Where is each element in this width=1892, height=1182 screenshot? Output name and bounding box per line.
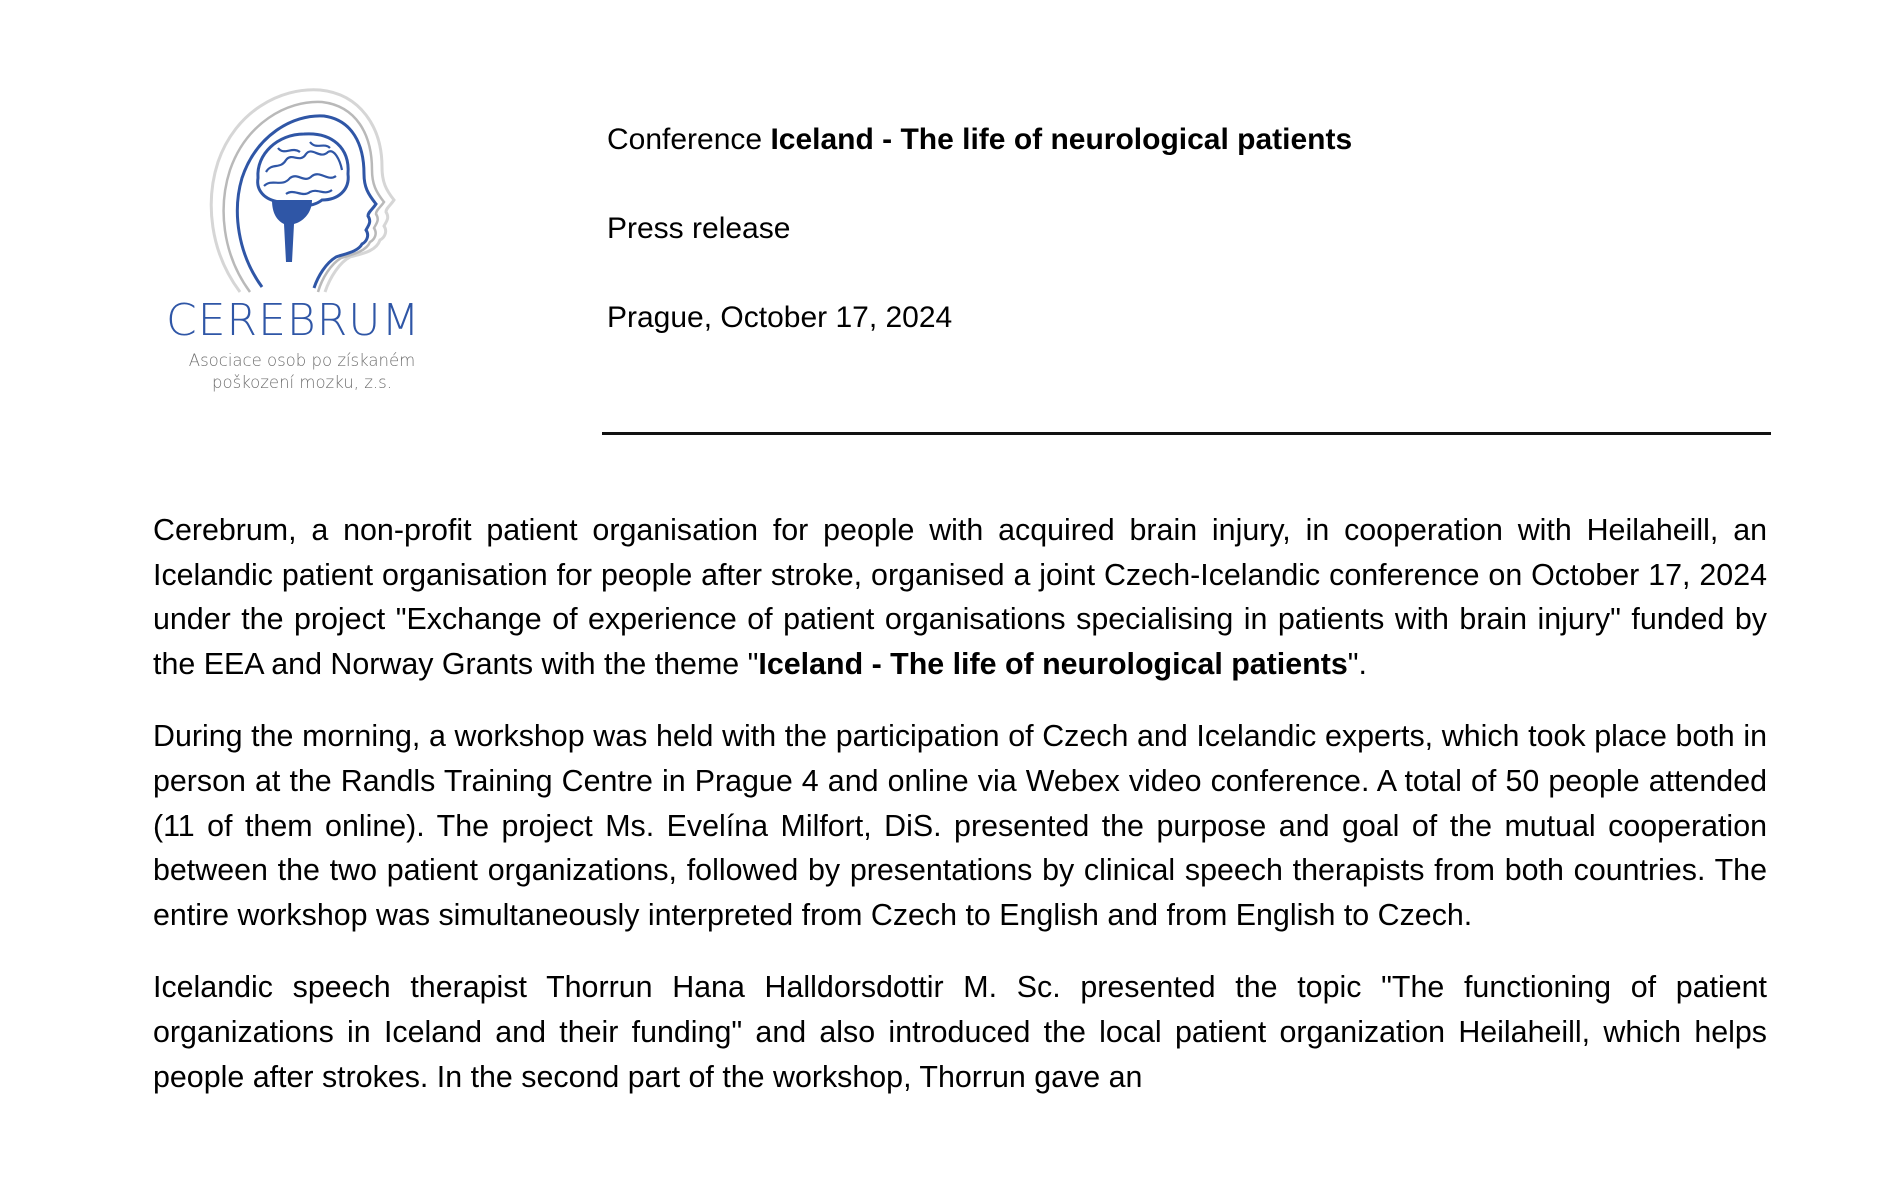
header-divider: [602, 432, 1771, 435]
dateline: Prague, October 17, 2024: [607, 301, 953, 334]
title-bold: Iceland - The life of neurological patients: [770, 123, 1353, 156]
paragraph-1-tail: ".: [1347, 646, 1367, 681]
logo-subtitle: [172, 350, 432, 394]
title-prefix: Conference: [607, 123, 771, 156]
press-release-body: [153, 508, 1767, 1127]
paragraph-2: During the morning, a workshop was held with the participation of Czech and Icelandic experts, which took place both in person at the Randls Training Centre in Prague 4 and online via Webex video conference. A total of 50 people attended (11 of them online). The project Ms. Evelína Milfort, DiS. presented the purpose and goal of the mutual cooperation between the two patient organizations, followed by presentations by clinical speech therapists from both countries. The entire workshop was simultaneously interpreted from Czech to English and from English to Czech.: [153, 719, 1767, 932]
paragraph-3: Icelandic speech therapist Thorrun Hana Halldorsdottir M. Sc. presented the topic "The functioning of patient organizations in Iceland and their funding" and also introduced the local patient organization Heilaheill, which helps people after strokes. In the second part of the workshop, Thorrun gave an: [153, 970, 1767, 1094]
logo-wordmark: CEREBRUM: [166, 295, 421, 346]
paragraph-1-text: Cerebrum, a non-profit patient organisation for people with acquired brain injury, in cooperation with Heilaheill, an Icelandic patient organisation for people after stroke, organised a joint Czech-Icelandic conference on October 17, 2024 under the project "Exchange of experience of patient organisations specialising in patients with brain injury" funded by the EEA and Norway Grants with the theme ": [153, 513, 1767, 681]
document-title: [607, 118, 1352, 162]
paragraph-1-bold-theme: Iceland - The life of neurological patients: [758, 646, 1348, 681]
logo-subtitle-line-1: Asociace osob po získaném: [188, 351, 416, 370]
paragraph-1: [153, 508, 1767, 686]
head-brain-profile-icon: [200, 82, 400, 297]
cerebrum-logo: [160, 78, 440, 408]
document-type: Press release: [607, 212, 791, 245]
logo-subtitle-line-2: poškození mozku, z.s.: [212, 373, 392, 392]
